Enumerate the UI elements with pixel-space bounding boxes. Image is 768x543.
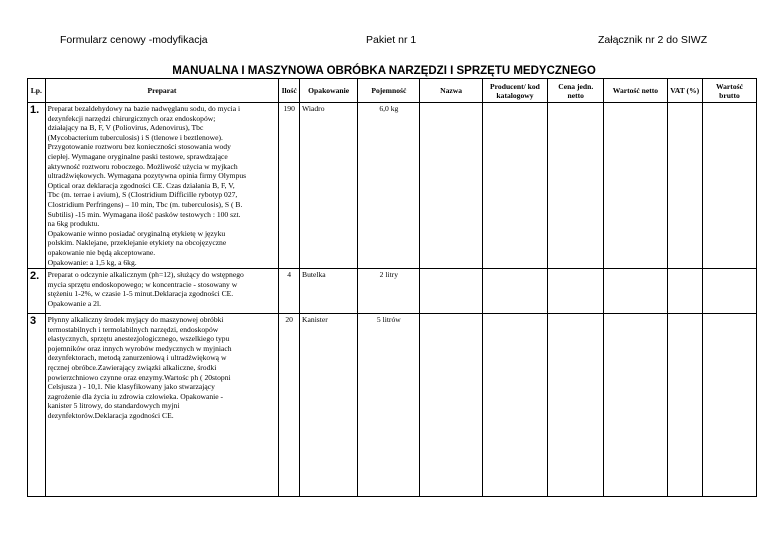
row-number: 2. [28,269,46,314]
table-row [28,103,757,269]
table-header-row [28,79,757,103]
product-description: Płynny alkaliczny środek myjący do maszynowej obróbki termostabilnych i termolabilnych narzędzi, endoskopów elastycznych, sprzętu anestezjologicznego, wszelkiego typu pojemników oraz innych wyrobów medycznych w myjniach dezynfektorach, metodą zanurzeniową i ultradźwiękową w ręcznej obróbce.Zawierający związki alkaliczne, środki powierzchniowo czynne oraz enzymy.Wartośc ph ( 20stopni Celsjusza ) - 10,1. Nie klasyfikowany jako stwarzający zagrożenie dla życia iu zdrowia człowieka. Opakowanie - kanister 5 litrowy, do standardowych myjni dezynfektorów.Deklaracja zgodności CE. [45,314,279,497]
packaging-cell: Wiadro [300,103,358,269]
producer-cell[interactable] [482,103,547,269]
column-header-wartosc-brutto: Wartość brutto [702,79,756,103]
unit-price-cell[interactable] [548,314,604,497]
name-cell[interactable] [420,314,482,497]
row-number: 3 [28,314,46,497]
header-package-number: Pakiet nr 1 [366,34,417,46]
product-description: Preparat o odczynie alkalicznym (ph=12), służący do wstępnego mycia sprzętu endoskopowego; w koncentracie - stosowany w stężeniu 1-2%, w czasie 1-5 minut.Deklaracja zgodności CE. Opakowanie a 2l. [45,269,279,314]
net-value-cell[interactable] [604,269,667,314]
header-form-name: Formularz cenowy -modyfikacja [60,34,208,46]
net-value-cell[interactable] [604,103,667,269]
column-header-wartosc-netto: Wartość netto [604,79,667,103]
column-header-cena: Cena jedn. netto [548,79,604,103]
column-header-lp: Lp. [28,79,46,103]
column-header-pojemnosc: Pojemność [358,79,420,103]
document-title: MANUALNA I MASZYNOWA OBRÓBKA NARZĘDZI I SPRZĘTU MEDYCZNEGO [172,65,596,77]
packaging-cell: Butelka [300,269,358,314]
gross-value-cell[interactable] [702,103,756,269]
capacity-cell: 6,0 kg [358,103,420,269]
name-cell[interactable] [420,103,482,269]
column-header-opakowanie: Opakowanie [300,79,358,103]
vat-cell[interactable] [667,314,702,497]
quantity-cell: 20 [279,314,300,497]
unit-price-cell[interactable] [548,103,604,269]
price-form-table [27,78,757,497]
table-row [28,314,757,497]
table-row [28,269,757,314]
column-header-ilosc: Ilość [279,79,300,103]
unit-price-cell[interactable] [548,269,604,314]
vat-cell[interactable] [667,103,702,269]
header-attachment-label: Załącznik nr 2 do SIWZ [598,34,708,46]
vat-cell[interactable] [667,269,702,314]
capacity-cell: 2 litry [358,269,420,314]
gross-value-cell[interactable] [702,314,756,497]
column-header-vat: VAT (%) [667,79,702,103]
quantity-cell: 190 [279,103,300,269]
producer-cell[interactable] [482,314,547,497]
name-cell[interactable] [420,269,482,314]
column-header-producent: Producent/ kod katalogowy [482,79,547,103]
net-value-cell[interactable] [604,314,667,497]
quantity-cell: 4 [279,269,300,314]
product-description: Preparat bezaldehydowy na bazie nadwęglanu sodu, do mycia i dezynfekcji narzędzi chirurgicznych oraz endoskopów; działający na B, F, V (Poliovirus, Adenovirus), Tbc (Mycobacterium tuberculosis) i S (tlenowe i beztlenowe). Przygotowanie roztworu bez konieczności stosowania wody ciepłej. Wymagane oryginalne paski testowe, sprawdzające aktywność roztworu roboczego. Możliwość użycia w myjkach ultradźwiękowych. Wymagana pozytywna opinia firmy Olympus Optical oraz deklaracja zgodności CE. Czas działania B, F, V, Tbc (m. terrae i avium), S (Clostridium Difficille rybotyp 027, Clostridium Perfringens) – 10 min, Tbc (m. tuberculosis), S ( B. Subtilis) -15 min. Wymagana ilość pasków testowych : 100 szt. na 6kg produktu. Opakowanie winno posiadać oryginalną etykietę w języku polskim. Naklejane, przeklejanie etykiety na obcojęzyczne opakowanie nie będą akceptowane. Opakowanie: a 1,5 kg, a 6kg. [45,103,279,269]
producer-cell[interactable] [482,269,547,314]
capacity-cell: 5 litrów [358,314,420,497]
column-header-nazwa: Nazwa [420,79,482,103]
column-header-preparat: Preparat [45,79,279,103]
row-number: 1. [28,103,46,269]
gross-value-cell[interactable] [702,269,756,314]
packaging-cell: Kanister [300,314,358,497]
